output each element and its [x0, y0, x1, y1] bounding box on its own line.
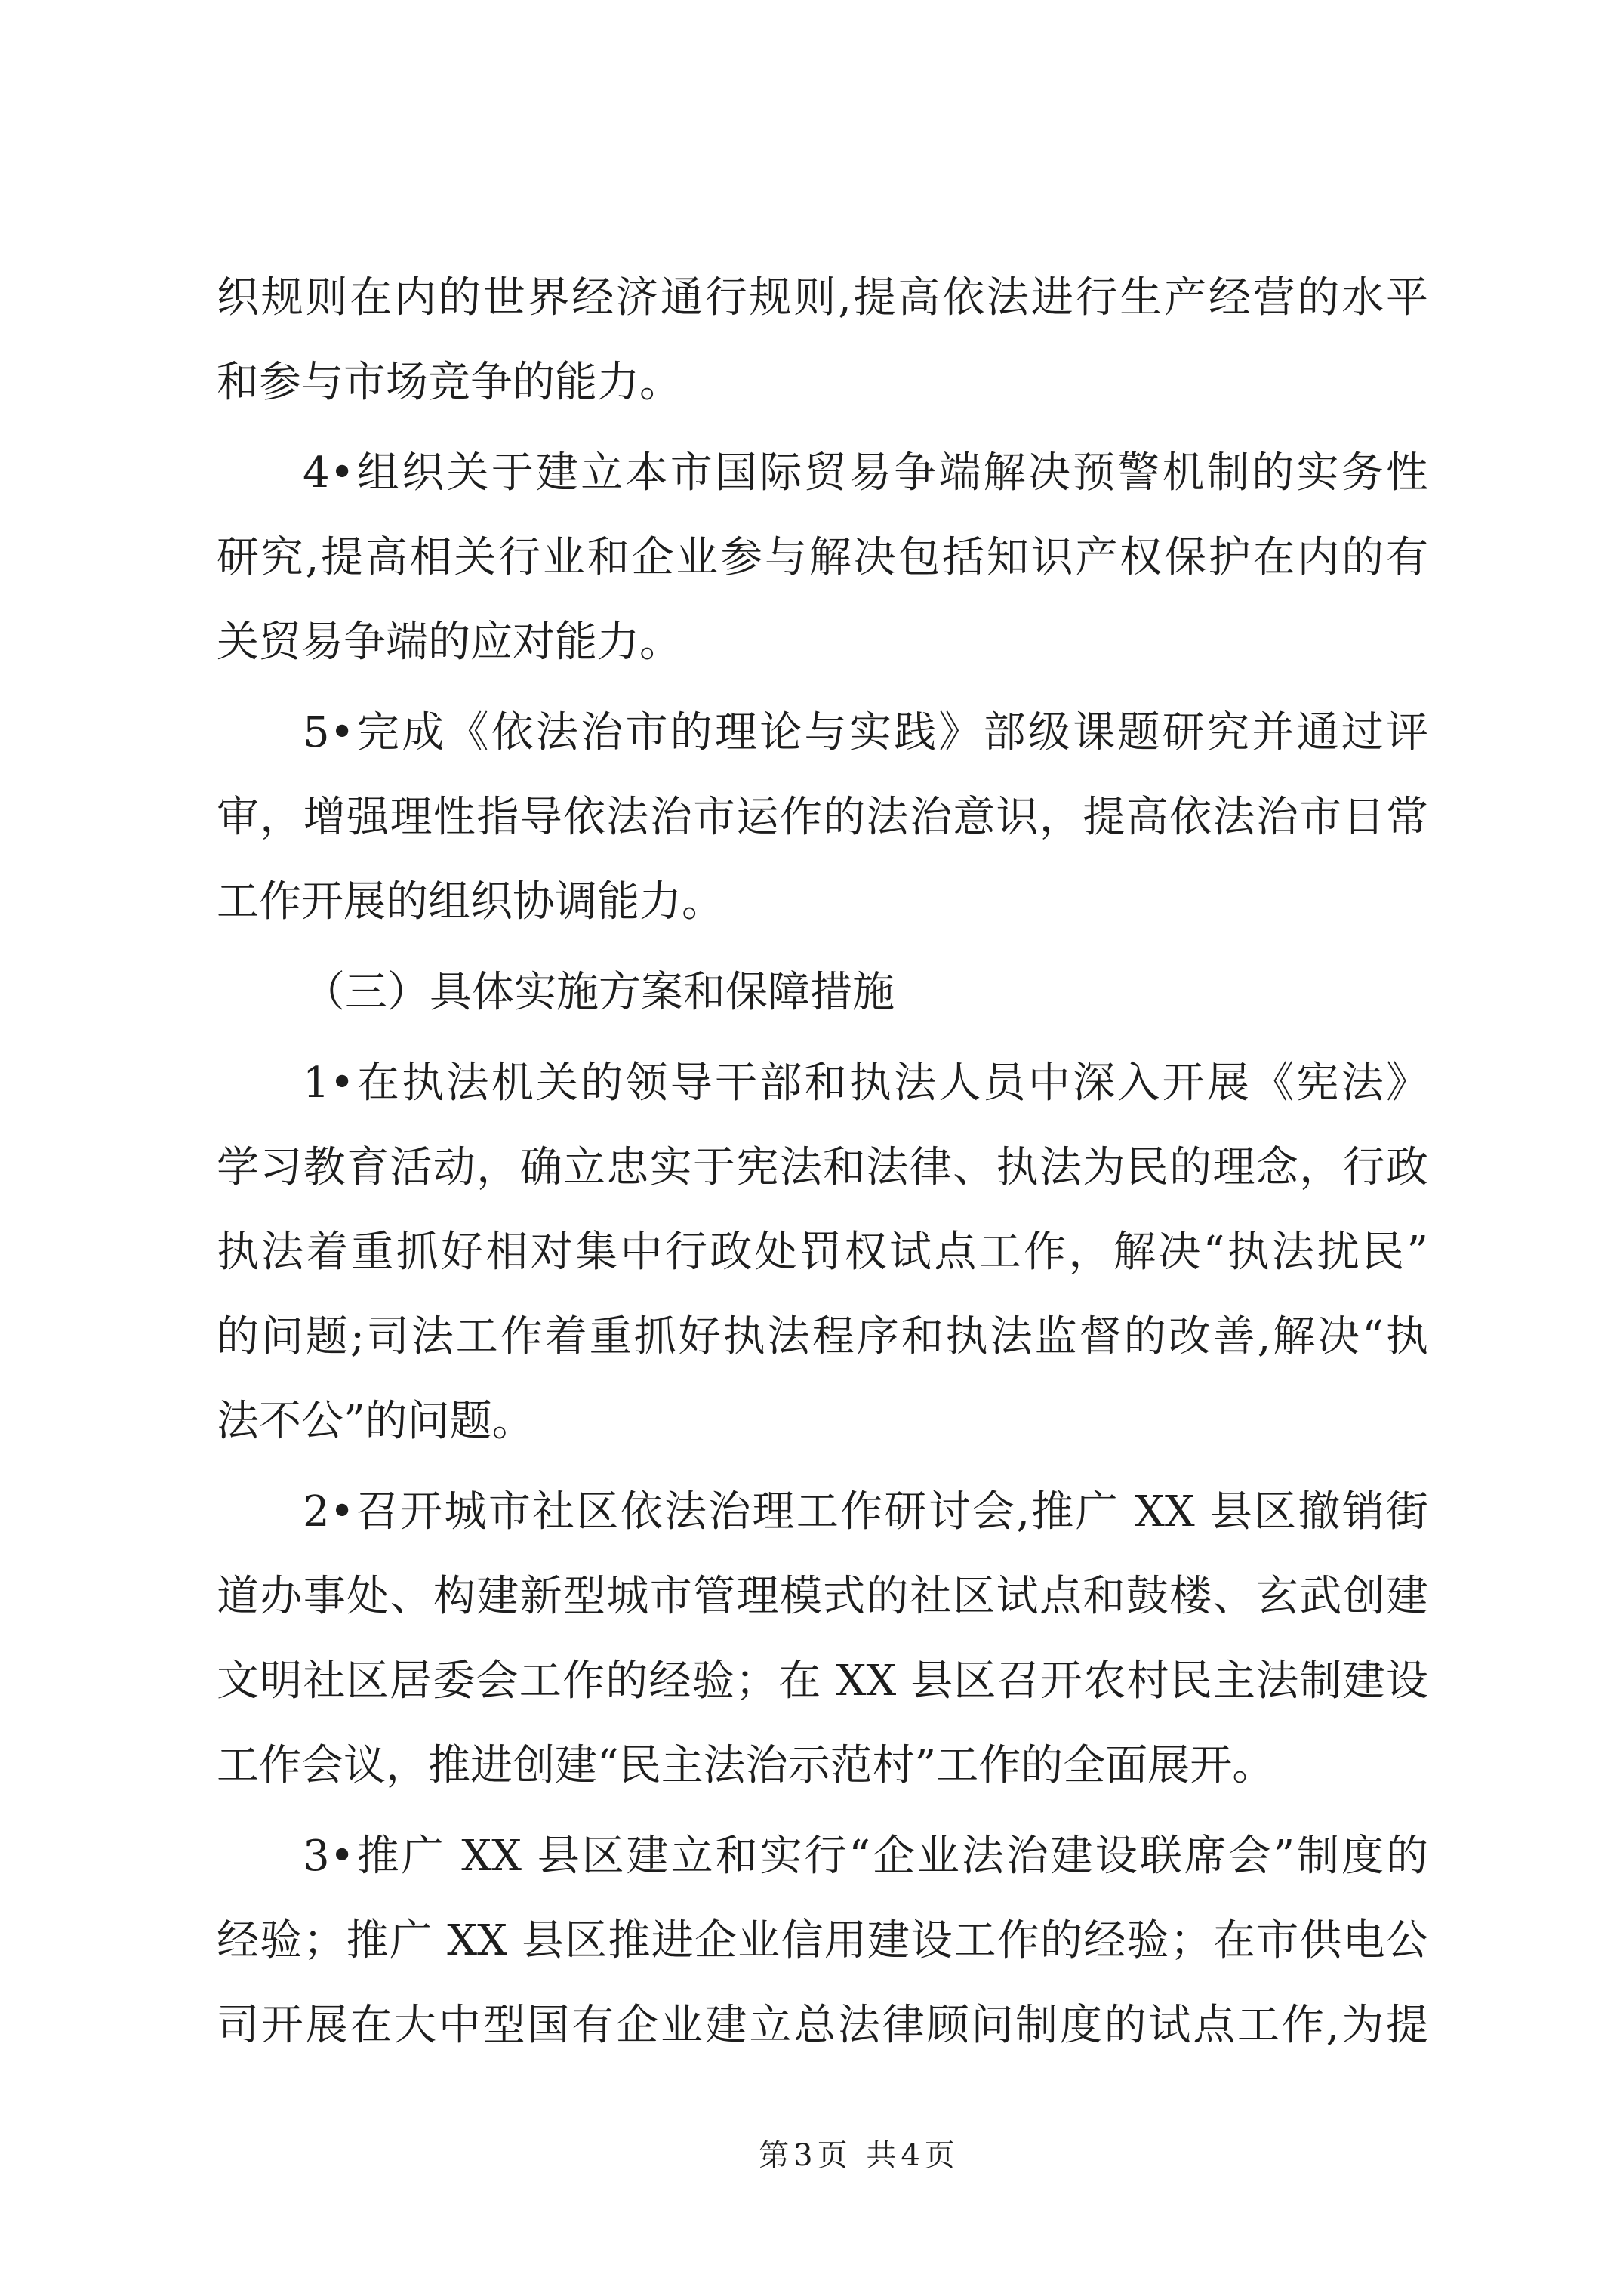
paragraph-line: 3•推广 XX 县区建立和实行“企业法治建设联席会”制度的	[303, 1832, 1428, 1881]
paragraph-line: 审，增强理性指导依法治市运作的法治意识，提高依法治市日常	[217, 793, 1428, 842]
paragraph-line: 4•组织关于建立本市国际贸易争端解决预警机制的实务性	[303, 448, 1428, 498]
paragraph-line: 关贸易争端的应对能力。	[217, 618, 682, 667]
paragraph-line: 1•在执法机关的领导干部和执法人员中深入开展《宪法》	[303, 1059, 1428, 1108]
paragraph-line: 工作会议，推进创建“民主法治示范村”工作的全面展开。	[217, 1741, 1275, 1790]
paragraph-line: 经验；推广 XX 县区推进企业信用建设工作的经验；在市供电公	[217, 1916, 1428, 1965]
paragraph-line: 5•完成《依法治市的理论与实践》部级课题研究并通过评	[303, 708, 1428, 757]
paragraph-line: 道办事处、构建新型城市管理模式的社区试点和鼓楼、玄武创建	[217, 1572, 1428, 1621]
paragraph-line: 工作开展的组织协调能力。	[217, 877, 724, 926]
paragraph-line: 织规则在内的世界经济通行规则,提高依法进行生产经营的水平	[217, 273, 1428, 322]
paragraph-line: 的问题;司法工作着重抓好执法程序和执法监督的改善,解决“执	[217, 1312, 1428, 1361]
paragraph-line: 司开展在大中型国有企业建立总法律顾问制度的试点工作,为提	[217, 2001, 1428, 2050]
paragraph-line: 学习教育活动，确立忠实于宪法和法律、执法为民的理念，行政	[217, 1143, 1428, 1192]
paragraph-line: 执法着重抓好相对集中行政处罚权试点工作，解决“执法扰民”	[217, 1228, 1428, 1277]
paragraph-line: 和参与市场竞争的能力。	[217, 358, 682, 407]
page-footer: 第3页 共4页	[759, 2138, 959, 2173]
paragraph-line: 法不公”的问题。	[217, 1397, 534, 1446]
paragraph-line: 2•召开城市社区依法治理工作研讨会,推广 XX 县区撤销街	[303, 1487, 1428, 1536]
section-heading-text: （三）具体实施方案和保障措施	[303, 968, 895, 1017]
paragraph-line: 研究,提高相关行业和企业参与解决包括知识产权保护在内的有	[217, 533, 1428, 582]
paragraph-line: 文明社区居委会工作的经验；在 XX 县区召开农村民主法制建设	[217, 1657, 1428, 1706]
